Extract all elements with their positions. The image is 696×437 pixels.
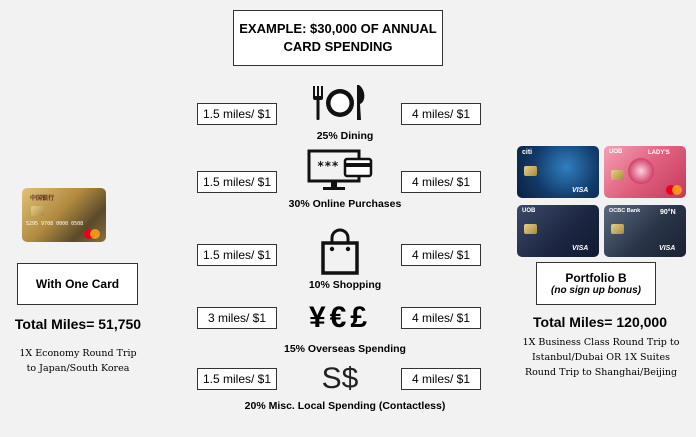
- visa-logo-icon: VISA: [572, 245, 589, 252]
- ocbc-90n-card-image: [604, 205, 686, 257]
- category-label-online: 30% Online Purchases: [288, 198, 402, 210]
- mastercard-logo-icon: [666, 185, 682, 195]
- left-card-label: With One Card: [35, 277, 120, 291]
- ladys-card-name: LADY'S: [648, 150, 670, 156]
- right-card-label-box: [536, 262, 656, 305]
- left-rate-misc: 1.5 miles/ $1: [197, 368, 277, 390]
- left-rate-online: 1.5 miles/ $1: [197, 171, 277, 193]
- title-line-1: EXAMPLE: $30,000 OF ANNUAL: [239, 21, 437, 36]
- flower-graphic: [628, 158, 654, 184]
- uob-logo-text: UOB: [522, 208, 536, 214]
- card-chip-icon: [31, 206, 44, 216]
- right-rate-online: 4 miles/ $1: [401, 171, 481, 193]
- right-rate-overseas: 4 miles/ $1: [401, 307, 481, 329]
- right-description: [508, 335, 694, 380]
- right-desc-line-2: Istanbul/Dubai OR 1X Suites: [532, 352, 670, 363]
- citi-card-image: [517, 146, 599, 198]
- left-desc-line-1: 1X Economy Round Trip: [19, 348, 137, 359]
- svg-text:***: ***: [317, 159, 339, 173]
- visa-logo-icon: VISA: [572, 187, 589, 194]
- card-chip-icon: [524, 224, 537, 234]
- card-chip-icon: [611, 224, 624, 234]
- right-desc-line-3: Round Trip to Shanghai/Beijing: [524, 367, 678, 378]
- category-label-dining: 25% Dining: [316, 130, 374, 142]
- uob-logo-text: UOB: [609, 149, 623, 155]
- visa-logo-icon: VISA: [659, 245, 676, 252]
- mastercard-logo-icon: [84, 229, 100, 239]
- left-rate-overseas: 3 miles/ $1: [197, 307, 277, 329]
- right-card-label: Portfolio B: [565, 271, 627, 285]
- left-desc-line-2: to Japan/South Korea: [26, 363, 130, 374]
- uob-ladys-card-image: [604, 146, 686, 198]
- right-rate-shopping: 4 miles/ $1: [401, 244, 481, 266]
- ocbc-logo-text: OCBC Bank: [609, 208, 641, 214]
- citi-logo-text: citi: [522, 149, 533, 156]
- title-box: [233, 10, 443, 66]
- right-rate-misc: 4 miles/ $1: [401, 368, 481, 390]
- right-rate-dining: 4 miles/ $1: [401, 103, 481, 125]
- currency-icon: ¥€£: [308, 301, 372, 334]
- left-card-label-box: [17, 263, 138, 305]
- uob-prvi-card-image: [517, 205, 599, 257]
- left-rate-shopping: 1.5 miles/ $1: [197, 244, 277, 266]
- card-number: 5295 9708 0000 0508: [26, 221, 84, 227]
- 90n-card-name: 90°N: [660, 209, 676, 216]
- right-desc-line-1: 1X Business Class Round Trip to: [522, 337, 680, 348]
- computer-payment-icon: [300, 150, 380, 190]
- left-rate-dining: 1.5 miles/ $1: [197, 103, 277, 125]
- right-card-sublabel: (no sign up bonus): [551, 285, 641, 296]
- left-description: [0, 346, 156, 376]
- card-brand-text: 中国银行: [30, 196, 55, 202]
- category-label-shopping: 10% Shopping: [308, 279, 382, 291]
- dining-icon: [300, 82, 380, 122]
- card-chip-icon: [524, 166, 537, 176]
- category-label-overseas: 15% Overseas Spending: [284, 343, 406, 355]
- boc-credit-card-image: [22, 188, 106, 242]
- card-chip-icon: [611, 170, 624, 180]
- title-line-2: CARD SPENDING: [283, 39, 393, 54]
- right-total-miles: Total Miles= 120,000: [533, 314, 667, 330]
- left-total-miles: Total Miles= 51,750: [14, 316, 142, 332]
- category-label-misc: 20% Misc. Local Spending (Contactless): [244, 400, 446, 412]
- shopping-bag-icon: [300, 228, 380, 276]
- sgd-icon: S$: [321, 362, 359, 395]
